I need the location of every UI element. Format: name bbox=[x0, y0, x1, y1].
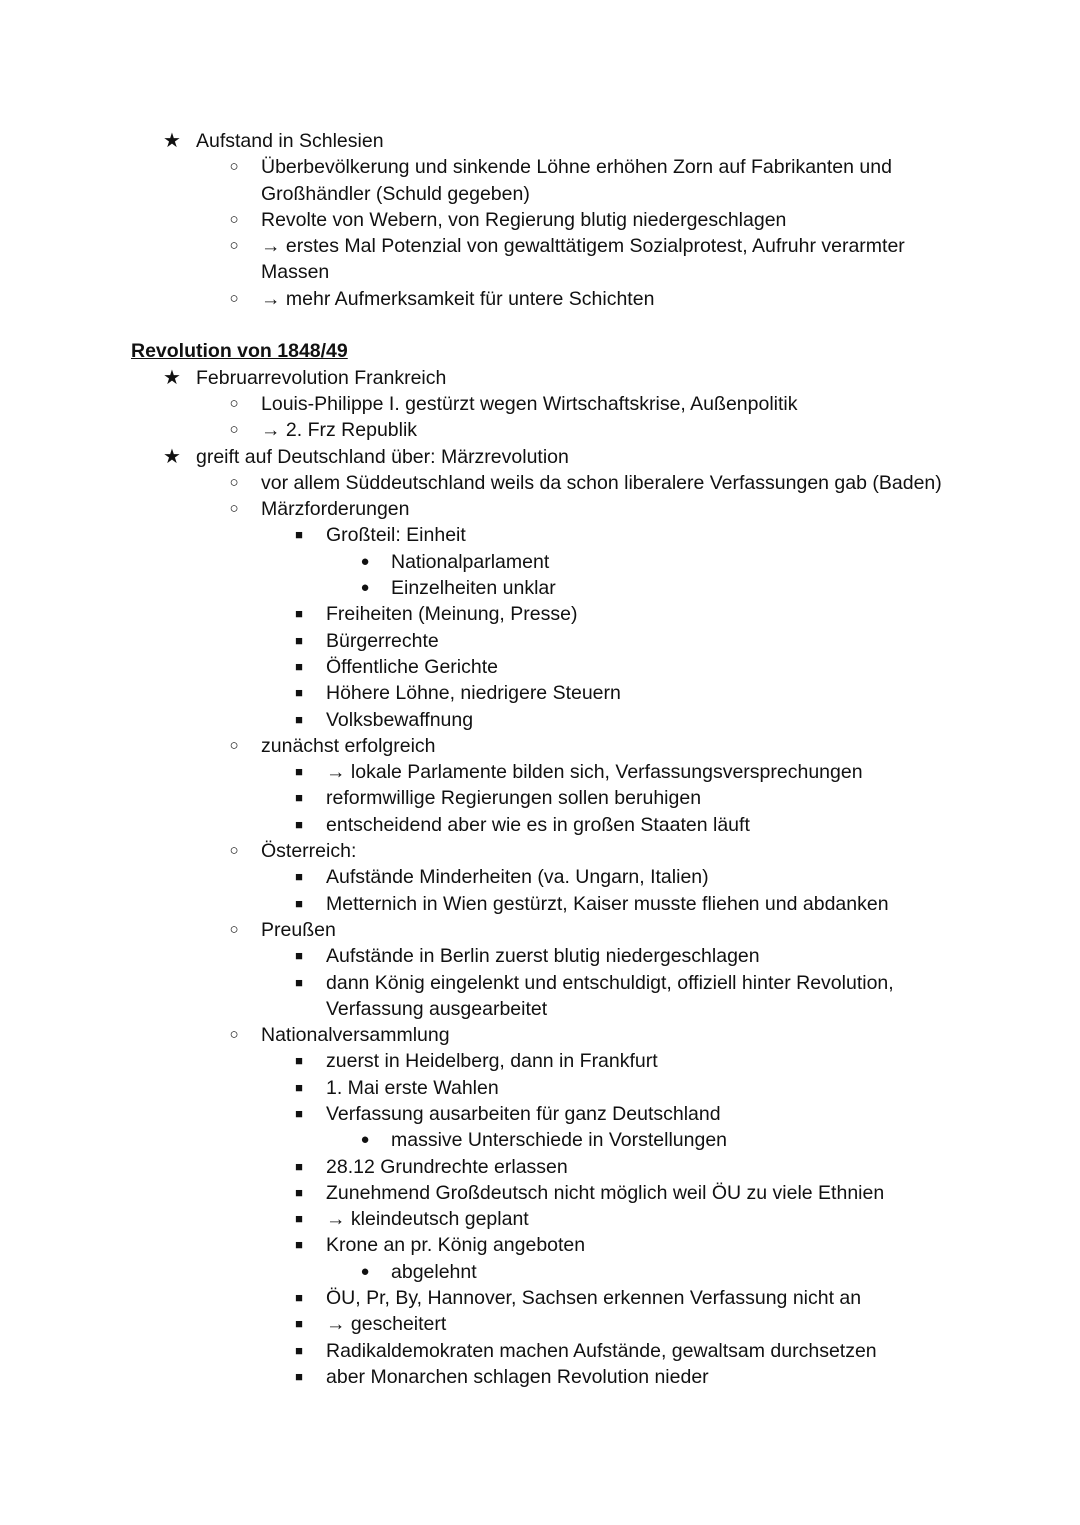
list-item-text: → mehr Aufmerksamkeit für untere Schichten bbox=[261, 287, 655, 310]
circle-bullet-icon: ○ bbox=[229, 473, 239, 491]
list-item bbox=[0, 128, 1080, 154]
square-bullet-icon: ■ bbox=[295, 658, 303, 674]
list-item-text: Nationalversammlung bbox=[261, 1024, 450, 1047]
star-bullet-icon: ★ bbox=[163, 445, 181, 468]
list-item bbox=[0, 391, 1080, 417]
square-bullet-icon: ■ bbox=[295, 1237, 303, 1253]
circle-bullet-icon: ○ bbox=[229, 289, 239, 307]
square-bullet-icon: ■ bbox=[295, 1316, 303, 1332]
list-item bbox=[0, 233, 1080, 286]
list-item bbox=[0, 1022, 1080, 1048]
dot-bullet-icon: ● bbox=[360, 1131, 370, 1149]
list-item bbox=[0, 575, 1080, 601]
circle-bullet-icon: ○ bbox=[229, 736, 239, 754]
circle-bullet-icon: ○ bbox=[229, 421, 239, 439]
list-item bbox=[0, 1127, 1080, 1153]
list-item-text: 28.12 Grundrechte erlassen bbox=[326, 1155, 568, 1178]
circle-bullet-icon: ○ bbox=[229, 394, 239, 412]
list-item bbox=[0, 549, 1080, 575]
square-bullet-icon: ■ bbox=[295, 1184, 303, 1200]
list-item-text: zuerst in Heidelberg, dann in Frankfurt bbox=[326, 1050, 658, 1073]
list-item-text: Bürgerrechte bbox=[326, 629, 439, 652]
list-item bbox=[0, 1180, 1080, 1206]
circle-bullet-icon: ○ bbox=[229, 237, 239, 255]
star-bullet-icon: ★ bbox=[163, 366, 181, 389]
list-item bbox=[0, 891, 1080, 917]
dot-bullet-icon: ● bbox=[360, 579, 370, 597]
list-item bbox=[0, 1154, 1080, 1180]
document-page bbox=[0, 128, 1080, 1390]
section-heading: Revolution von 1848/49 bbox=[131, 340, 348, 363]
dot-bullet-icon: ● bbox=[360, 552, 370, 570]
list-item bbox=[0, 601, 1080, 627]
list-item bbox=[0, 1232, 1080, 1258]
list-item bbox=[0, 496, 1080, 522]
list-item-text: Nationalparlament bbox=[391, 550, 550, 573]
list-item bbox=[0, 785, 1080, 811]
list-item-text: Freiheiten (Meinung, Presse) bbox=[326, 603, 578, 626]
list-item bbox=[0, 812, 1080, 838]
list-item bbox=[0, 1259, 1080, 1285]
list-item-text: Zunehmend Großdeutsch nicht möglich weil ÖU zu viele Ethnien bbox=[326, 1181, 885, 1204]
list-item-text-continuation: Verfassung ausgearbeitet bbox=[326, 997, 548, 1020]
square-bullet-icon: ■ bbox=[295, 790, 303, 806]
list-item bbox=[0, 917, 1080, 943]
list-item-text: Volksbewaffnung bbox=[326, 708, 474, 731]
list-item-text: Überbevölkerung und sinkende Löhne erhöhen Zorn auf Fabrikanten und bbox=[261, 156, 892, 179]
square-bullet-icon: ■ bbox=[295, 711, 303, 727]
list-item-text: dann König eingelenkt und entschuldigt, offiziell hinter Revolution, bbox=[326, 971, 894, 994]
list-item bbox=[0, 470, 1080, 496]
square-bullet-icon: ■ bbox=[295, 1053, 303, 1069]
list-item-text: Verfassung ausarbeiten für ganz Deutschland bbox=[326, 1102, 721, 1125]
list-item-text-continuation: Massen bbox=[261, 261, 330, 284]
square-bullet-icon: ■ bbox=[295, 1211, 303, 1227]
list-item-text: abgelehnt bbox=[391, 1260, 477, 1283]
circle-bullet-icon: ○ bbox=[229, 920, 239, 938]
circle-bullet-icon: ○ bbox=[229, 210, 239, 228]
list-item-text: Österreich: bbox=[261, 840, 357, 863]
dot-bullet-icon: ● bbox=[360, 1262, 370, 1280]
section-spacer bbox=[0, 312, 1080, 338]
list-item bbox=[0, 522, 1080, 548]
square-bullet-icon: ■ bbox=[295, 527, 303, 543]
list-item-text: Louis-Philippe I. gestürzt wegen Wirtschaftskrise, Außenpolitik bbox=[261, 392, 798, 415]
list-item bbox=[0, 1364, 1080, 1390]
list-item-text: reformwillige Regierungen sollen beruhigen bbox=[326, 787, 702, 810]
list-item-text: Metternich in Wien gestürzt, Kaiser musste fliehen und abdanken bbox=[326, 892, 889, 915]
list-item-text: 1. Mai erste Wahlen bbox=[326, 1076, 499, 1099]
list-item bbox=[0, 1285, 1080, 1311]
list-item-text-continuation: Großhändler (Schuld gegeben) bbox=[261, 182, 530, 205]
square-bullet-icon: ■ bbox=[295, 1342, 303, 1358]
list-item-text: massive Unterschiede in Vorstellungen bbox=[391, 1129, 728, 1152]
list-item bbox=[0, 1048, 1080, 1074]
list-item-text: zunächst erfolgreich bbox=[261, 734, 436, 757]
list-item bbox=[0, 365, 1080, 391]
list-item-text: Aufstände in Berlin zuerst blutig niedergeschlagen bbox=[326, 945, 760, 968]
list-item bbox=[0, 1338, 1080, 1364]
list-item-text: Großteil: Einheit bbox=[326, 524, 466, 547]
list-item-text: Preußen bbox=[261, 918, 336, 941]
list-item-text: → lokale Parlamente bilden sich, Verfassungsversprechungen bbox=[326, 761, 863, 784]
list-item bbox=[0, 207, 1080, 233]
square-bullet-icon: ■ bbox=[295, 685, 303, 701]
list-item bbox=[0, 1101, 1080, 1127]
list-item bbox=[0, 1311, 1080, 1337]
list-item bbox=[0, 1206, 1080, 1232]
list-item bbox=[0, 970, 1080, 1023]
square-bullet-icon: ■ bbox=[295, 632, 303, 648]
list-item bbox=[0, 628, 1080, 654]
square-bullet-icon: ■ bbox=[295, 764, 303, 780]
list-item bbox=[0, 733, 1080, 759]
list-item-text: Öffentliche Gerichte bbox=[326, 655, 498, 678]
square-bullet-icon: ■ bbox=[295, 869, 303, 885]
list-item bbox=[0, 838, 1080, 864]
star-bullet-icon: ★ bbox=[163, 130, 181, 152]
list-item bbox=[0, 654, 1080, 680]
square-bullet-icon: ■ bbox=[295, 1368, 303, 1384]
list-item bbox=[0, 707, 1080, 733]
list-item-text: Krone an pr. König angeboten bbox=[326, 1234, 586, 1257]
list-item bbox=[0, 1075, 1080, 1101]
list-item-text: greift auf Deutschland über: Märzrevolution bbox=[196, 445, 569, 468]
list-item bbox=[0, 154, 1080, 207]
list-item-text: vor allem Süddeutschland weils da schon liberalere Verfassungen gab (Baden) bbox=[261, 471, 942, 494]
square-bullet-icon: ■ bbox=[295, 1290, 303, 1306]
list-item bbox=[0, 680, 1080, 706]
list-item-text: Höhere Löhne, niedrigere Steuern bbox=[326, 682, 621, 705]
list-item-text: aber Monarchen schlagen Revolution nieder bbox=[326, 1365, 709, 1388]
list-item bbox=[0, 417, 1080, 443]
list-item-text: Februarrevolution Frankreich bbox=[196, 366, 447, 389]
list-item-text: ÖU, Pr, By, Hannover, Sachsen erkennen Verfassung nicht an bbox=[326, 1287, 862, 1310]
square-bullet-icon: ■ bbox=[295, 1079, 303, 1095]
list-item-text: → erstes Mal Potenzial von gewalttätigem Sozialprotest, Aufruhr verarmter bbox=[261, 235, 905, 258]
square-bullet-icon: ■ bbox=[295, 1158, 303, 1174]
list-item-text: Aufstände Minderheiten (va. Ungarn, Italien) bbox=[326, 866, 709, 889]
list-item-text: Radikaldemokraten machen Aufstände, gewaltsam durchsetzen bbox=[326, 1339, 877, 1362]
list-item bbox=[0, 286, 1080, 312]
list-item-text: Einzelheiten unklar bbox=[391, 577, 556, 600]
list-item bbox=[0, 864, 1080, 890]
list-item-text: Revolte von Webern, von Regierung blutig niedergeschlagen bbox=[261, 208, 787, 231]
square-bullet-icon: ■ bbox=[295, 1105, 303, 1121]
circle-bullet-icon: ○ bbox=[229, 158, 239, 176]
list-item bbox=[0, 444, 1080, 470]
square-bullet-icon: ■ bbox=[295, 948, 303, 964]
list-item-text: entscheidend aber wie es in großen Staaten läuft bbox=[326, 813, 750, 836]
list-item-text: → 2. Frz Republik bbox=[261, 419, 418, 442]
circle-bullet-icon: ○ bbox=[229, 842, 239, 860]
square-bullet-icon: ■ bbox=[295, 816, 303, 832]
list-item-text: → kleindeutsch geplant bbox=[326, 1208, 529, 1231]
list-item bbox=[0, 759, 1080, 785]
list-item-text: → gescheitert bbox=[326, 1313, 447, 1336]
square-bullet-icon: ■ bbox=[295, 606, 303, 622]
list-item bbox=[0, 943, 1080, 969]
list-item-text: Aufstand in Schlesien bbox=[196, 130, 384, 152]
circle-bullet-icon: ○ bbox=[229, 1026, 239, 1044]
circle-bullet-icon: ○ bbox=[229, 500, 239, 518]
list-item-text: Märzforderungen bbox=[261, 498, 410, 521]
square-bullet-icon: ■ bbox=[295, 895, 303, 911]
square-bullet-icon: ■ bbox=[295, 974, 303, 990]
